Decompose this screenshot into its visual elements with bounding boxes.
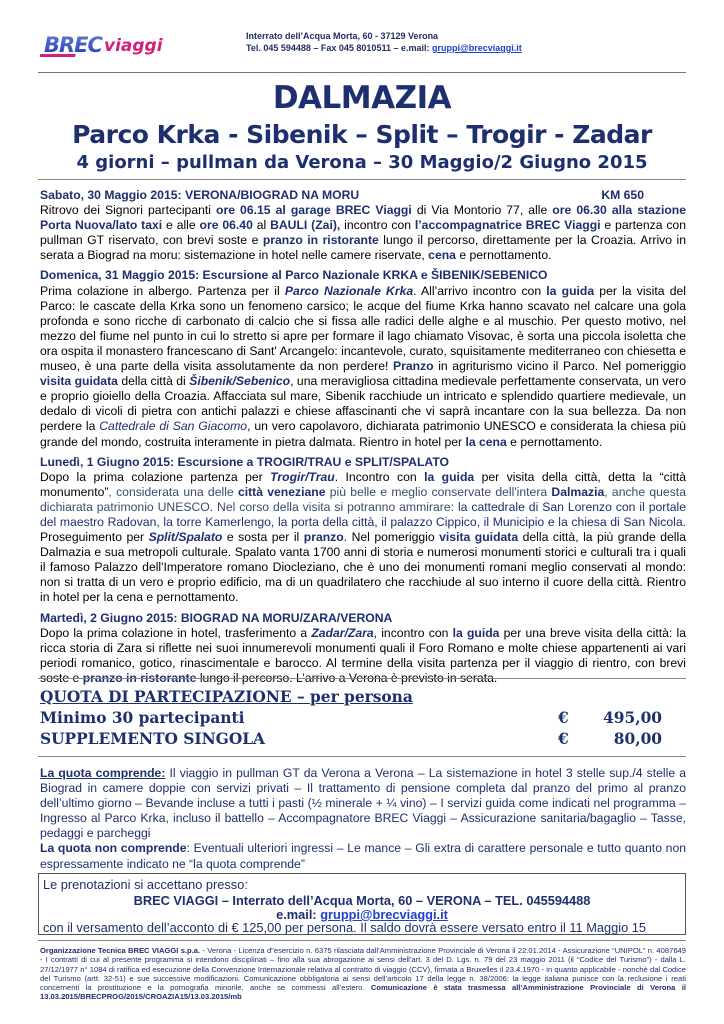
- text: , un vero capolavoro, dichiarata patrimonio UNESCO e considerata la chiesa più grande del mondo, costruita interamente in pietra dalmata. Rientro in hotel per: [40, 419, 687, 449]
- quota-comprende: [40, 766, 686, 841]
- itinerary-divider: [38, 678, 686, 679]
- price-row: [40, 729, 680, 750]
- currency-symbol: €: [558, 709, 569, 727]
- price-row: [40, 708, 680, 729]
- day-4-heading: Martedì, 2 Giugno 2015: BIOGRAD NA MORU/ZARA/VERONA: [40, 610, 393, 625]
- legal-footer: [40, 946, 686, 1002]
- price-title: QUOTA DI PARTECIPAZIONE – per persona: [40, 688, 413, 706]
- price-divider: [38, 756, 686, 757]
- text-bold-italic: Parco Nazionale Krka: [284, 283, 414, 298]
- page-subtitle: Parco Krka - Sibenik – Split – Trogir - Zadar: [72, 120, 652, 149]
- email-label: e.mail:: [276, 907, 321, 922]
- text-bold: BAULI (Zai),: [270, 218, 341, 233]
- text-bold: la guida: [452, 625, 500, 640]
- booking-email-link[interactable]: gruppi@brecviaggi.it: [320, 907, 448, 922]
- comprende-text: Il viaggio in pullman GT da Verona a Verona – La sistemazione in hotel 3 stelle sup./4 stelle a Biograd in camere doppie con servizi privati – Il trattamento di pensione completa dal pranzo del primo al pranzo dell’ultimo giorno – Bevande incluse a tutti i pasti (½ minerale + ¼ vino) – I servizi guida come indicati nel programma – Ingresso al Parco Krka, incluso il battello – Accompagnatore BREC Viaggi – Assicurazione sanitaria/bagaglio – Tasse, pedaggi e parcheggi: [40, 766, 686, 841]
- phone-fax: Tel. 045 594488 – Fax 045 8010511 – e.mail:: [246, 43, 432, 53]
- text-bold: cena: [428, 248, 456, 263]
- text: Proseguimento per: [40, 530, 149, 545]
- text-bold: pranzo in ristorante: [82, 670, 197, 685]
- header-divider: [38, 72, 686, 73]
- text-bold: la guida: [424, 469, 475, 484]
- text: al: [252, 218, 271, 233]
- text-bold: l’accompagnatrice BREC Viaggi: [414, 218, 601, 233]
- text: , considerata una delle: [108, 484, 238, 499]
- itinerary: [40, 188, 686, 691]
- text-bold: la cena: [465, 434, 507, 449]
- text: per visita della città, detta la “città monumento”: [40, 469, 686, 499]
- non-comprende-text: : Eventuali ulteriori ingressi – Le mance – Gli extra di carattere personale e tutto quanto non espressamente indicato ne “la quota comprende”: [40, 841, 687, 871]
- text-bold: la guida: [546, 283, 595, 298]
- agency-address: Interrato dell’Acqua Morta, 60 - 37129 Verona: [246, 31, 439, 41]
- header-email-link[interactable]: gruppi@brecviaggi.it: [431, 43, 522, 53]
- booking-intro: Le prenotazioni si accettano presso:: [43, 877, 248, 892]
- day-2-heading: Domenica, 31 Maggio 2015: Escursione al Parco Nazionale KRKA e ŠIBENIK/SEBENICO: [40, 268, 548, 283]
- agency-address-block: [246, 30, 522, 54]
- text-bold: città veneziane: [237, 484, 326, 499]
- letterhead: [38, 28, 688, 72]
- text: , una meravigliosa cittadina medievale perfettamente conservata, un vero e proprio gioiello della Croazia. Affacciata sul mare, Sibenik racchiude un intricato e splendido quartiere medievale, un dedalo di vicoli di pietra con antichi palazzi e chiese affascinanti che vi saprà incantare con la sua bellezza. Da non perdere la: [40, 374, 686, 434]
- price-amount: 80,00: [613, 730, 662, 748]
- booking-agency: BREC VIAGGI – Interrato dell’Acqua Morta, 60 – VERONA – TEL. 045594488: [133, 893, 591, 908]
- text: e pernottamento.: [506, 434, 603, 449]
- text: la cattedrale di San Lorenzo con il portale del maestro Radovan, la torre Kamerlengo, la porta della città, il palazzo Cippico, il Municipio e la chiesa di San Nicola.: [40, 499, 686, 529]
- price-amount: 495,00: [603, 709, 662, 727]
- svg-text:BREC: BREC: [44, 33, 102, 57]
- day-1: [40, 188, 686, 263]
- text: Ritrovo dei Signori partecipanti: [40, 203, 217, 218]
- text: per la visita del Parco: le cascate della Krka sono un fenomeno carsico; le acque del fiume Krka hanno scavato nel calcare una gola profonda e sono ricche di carbonato di calcio che si fissa alle radici delle alghe e al muschio. Per questo motivo, nel mezzo del fiume nel punto in cui lo stretto si apre per formare il lago chiamato Visovac, è sorta una piccola isoletta che ora ospita il monastero francescano di Sant' Arcangelo: incantevole, curato, squisitamente mediterraneo con chiesetta e museo, è una parte della visita assolutamente da non perdere!: [40, 283, 686, 374]
- text: . All’arrivo incontro con: [413, 283, 547, 298]
- text-bold-italic: Zadar/Zara: [311, 625, 374, 640]
- text: della città di: [117, 374, 190, 389]
- text-bold: Pranzo: [392, 359, 434, 374]
- quota-non-comprende: [40, 841, 686, 871]
- footer-divider: [38, 940, 686, 941]
- text: , anche questa dichiarata patrimonio UNESCO. Nel corso della visita si potranno ammirare:: [40, 484, 686, 514]
- text: . Incontro con: [334, 469, 425, 484]
- price-label: Minimo 30 partecipanti: [40, 709, 245, 727]
- text-bold: ore 06.40: [199, 218, 253, 233]
- footer-org-label: Organizzazione Tecnica BREC VIAGGI s.p.a.: [40, 946, 201, 955]
- footer-tail: Comunicazione è stata trasmessa all’Amministrazione Provinciale di Verona il 13.03.2015/BRECPROG/2015/CROAZIA15/13.03.2015/mb: [40, 983, 686, 1002]
- brec-viaggi-logo: [40, 32, 195, 62]
- text: di Via Montorio 77, alle: [411, 203, 553, 218]
- text: per una breve visita della città: la ricca storia di Zara si riflette nei suoi innumerevoli monumenti quali il Foro Romano e molte chiese appartenenti ai vari periodi romanico, gotico, rinascimentale e barocco. Al termine della visita partenza per il viaggio di rientro, con brevi soste e: [40, 625, 686, 685]
- booking-deposit: con il versamento dell’acconto di € 125,00 per persona. Il saldo dovrà essere versato entro il 11 Maggio 15: [43, 920, 646, 935]
- text: incontro con: [340, 218, 415, 233]
- text: Dopo la prima colazione in hotel, trasferimento a: [40, 625, 312, 640]
- text-bold: ore 06.30 alla stazione Porta Nuova/lato taxi: [40, 203, 687, 233]
- text: in agriturismo vicino il Parco. Nel pomeriggio: [433, 359, 686, 374]
- currency-symbol: €: [558, 730, 569, 748]
- text: della città, la più grande della Dalmazia e sua metropoli culturale. Spalato vanta 1700 anni di storia e numerosi monumenti storici e culturali tra i quali il famoso Palazzo dell'Imperatore romano Diocleziano, che è uno dei monumenti romani meglio conservati al mondo: non si tratta di un vero e proprio edificio, ma di un quadrilatero che racchiude al suo interno il cuore della città. Rientro in hotel per la cena e pernottamento.: [40, 530, 686, 605]
- text: , incontro con: [373, 625, 453, 640]
- text: e alle: [162, 218, 200, 233]
- text-italic: Cattedrale di San Giacomo: [99, 419, 248, 434]
- text-bold-italic: Split/Spalato: [148, 530, 223, 545]
- day-3: [40, 455, 686, 606]
- text-bold-italic: Trogir/Trau: [270, 469, 335, 484]
- price-label: SUPPLEMENTO SINGOLA: [40, 730, 265, 748]
- text: e pernottamento.: [455, 248, 552, 263]
- text-bold: visita guidata: [439, 530, 519, 545]
- page-title: DALMAZIA: [272, 80, 452, 116]
- text: lungo il percorso. L’arrivo a Verona è previsto in serata.: [196, 670, 498, 685]
- text: più belle e meglio conservate dell'intera: [325, 484, 552, 499]
- text-bold: ore 06.15 al garage BREC Viaggi: [216, 203, 412, 218]
- text: Prima colazione in albergo. Partenza per il: [40, 283, 285, 298]
- text: . Nel pomeriggio: [343, 530, 440, 545]
- text: lungo il percorso, direttamente per la Croazia. Arrivo in serata a Biograd na moru: sistemazione in hotel nelle camere riservate,: [40, 233, 686, 263]
- text-bold-italic: Šibenik/Sebenico: [189, 374, 291, 389]
- conditions: [40, 766, 686, 872]
- agency-contacts: [246, 42, 522, 54]
- price-section: [40, 687, 680, 750]
- text-bold: Dalmazia: [551, 484, 605, 499]
- text: Dopo la prima colazione partenza per: [40, 469, 271, 484]
- text: e partenza con pullman GT riservato, con brevi soste e: [40, 218, 686, 248]
- day-1-heading: [40, 188, 686, 203]
- distance-km: KM 650: [601, 188, 644, 202]
- text-bold: visita guidata: [40, 374, 118, 389]
- day-2: [40, 268, 686, 449]
- svg-text:viaggi: viaggi: [104, 36, 163, 56]
- day-4: [40, 611, 686, 686]
- text-bold: pranzo: [303, 530, 344, 545]
- footer-text: - Verona - Licenza d"esercizio n. 6375 rilasciata dall’Amministrazione Provinciale di Verona il 22.01.2014 - Assicurazione “UNIPOL” n. 4087649 - I contratti di cui al presente programma si intendono disciplinati – fino alla sua abrogazione ai sensi dell’art. 3 del D. Lgs. n. 79 del 23 maggio 2011 (il “Codice del Turismo”) - dalla L. 27/12/1977 n° 1084 di ratifica ed esecuzione della Convenzione Internazionale relativa al contratto di viaggio (CCV), firmata a Bruxelles il 23.4.1970 - in quanto applicabile - nonchè dal Codice del Turismo (artt. 32-51) e sue successive modificazioni. Comunicazione obbligatoria ai sensi dell’articolo 17 della legge n. 38/2006: la legge italiana punisce con la reclusione i reati concernenti la prostituzione e la pornografia minorile, anche se commessi all’estero.: [40, 946, 686, 993]
- non-comprende-label: La quota non comprende: [40, 841, 187, 856]
- title-divider: [38, 179, 686, 180]
- day-3-heading: Lunedì, 1 Giugno 2015: Escursione a TROGIR/TRAU e SPLIT/SPALATO: [40, 454, 450, 469]
- text-bold: pranzo in ristorante: [262, 233, 379, 248]
- text: e sosta per il: [222, 530, 304, 545]
- trip-tagline: 4 giorni – pullman da Verona – 30 Maggio/2 Giugno 2015: [76, 152, 648, 173]
- comprende-label: La quota comprende:: [40, 766, 166, 780]
- day-heading-text: Sabato, 30 Maggio 2015: VERONA/BIOGRAD NA MORU: [40, 188, 360, 202]
- booking-box: [38, 873, 686, 935]
